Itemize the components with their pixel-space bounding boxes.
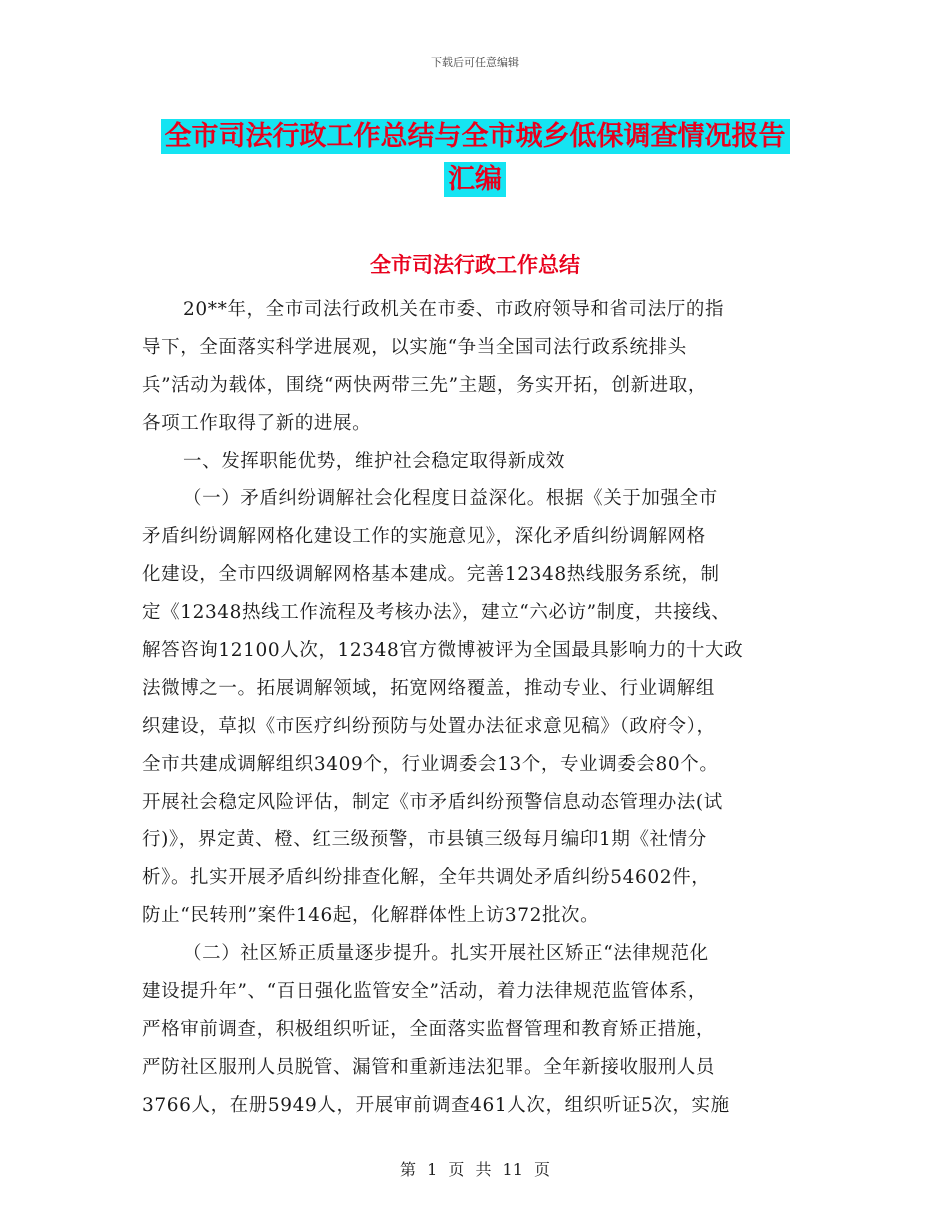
text-line: 兵”活动为载体，围绕“两快两带三先”主题，务实开拓，创新进取， <box>142 374 707 396</box>
text-line: 化建设，全市四级调解网格基本建成。完善12348热线服务系统，制 <box>142 564 720 586</box>
section-title: 全市司法行政工作总结 <box>370 253 580 277</box>
text-line: 20**年，全市司法行政机关在市委、市政府领导和省司法厅的指 <box>183 299 725 320</box>
text-line: 各项工作取得了新的进展。 <box>142 412 372 434</box>
text-line: 定《12348热线工作流程及考核办法》，建立“六必访”制度，共接线、 <box>142 602 731 624</box>
text-line: （二）社区矫正质量逐步提升。扎实开展社区矫正“法律规范化 <box>183 943 709 965</box>
page-header: 下载后可任意编辑 <box>431 56 519 69</box>
text-line: 防止“民转刑”案件146起，化解群体性上访372批次。 <box>142 905 600 927</box>
text-line: 严防社区服刑人员脱管、漏管和重新违法犯罪。全年新接收服刑人员 <box>142 1056 716 1078</box>
document-title-line-2: 汇编 <box>0 157 950 196</box>
text-line: 解答咨询12100人次，12348官方微博被评为全国最具影响力的十大政 <box>142 640 744 662</box>
page-footer: 第 1 页 共 11 页 <box>400 1160 550 1179</box>
text-line: 行)》，界定黄、橙、红三级预警，市县镇三级每月编印1期《社情分 <box>142 829 707 851</box>
text-line: 建设提升年”、“百日强化监管安全”活动，着力法律规范监管体系， <box>142 981 707 1003</box>
text-line: 一、发挥职能优势，维护社会稳定取得新成效 <box>183 450 566 472</box>
body-text <box>142 291 812 1125</box>
text-line: 矛盾纠纷调解网格化建设工作的实施意见》，深化矛盾纠纷调解网格 <box>142 526 706 548</box>
text-line: 严格审前调查，积极组织听证，全面落实监督管理和教育矫正措施， <box>142 1018 716 1040</box>
text-line: 3766人，在册5949人，开展审前调查461人次，组织听证5次，实施 <box>142 1094 730 1116</box>
document-title-line-1: 全市司法行政工作总结与全市城乡低保调查情况报告 <box>0 114 950 153</box>
text-line: 法微博之一。拓展调解领域，拓宽网络覆盖，推动专业、行业调解组 <box>142 677 716 699</box>
text-line: 开展社会稳定风险评估，制定《市矛盾纠纷预警信息动态管理办法(试 <box>142 791 723 813</box>
text-line: （一）矛盾纠纷调解社会化程度日益深化。根据《关于加强全市 <box>183 488 718 510</box>
text-line: 织建设，草拟《市医疗纠纷预防与处置办法征求意见稿》（政府令）， <box>142 715 716 737</box>
text-line: 导下，全面落实科学进展观，以实施“争当全国司法行政系统排头 <box>142 336 687 358</box>
text-line: 析》。扎实开展矛盾纠纷排查化解，全年共调处矛盾纠纷54602件， <box>142 867 711 889</box>
text-line: 全市共建成调解组织3409个，行业调委会13个，专业调委会80个。 <box>142 753 719 775</box>
